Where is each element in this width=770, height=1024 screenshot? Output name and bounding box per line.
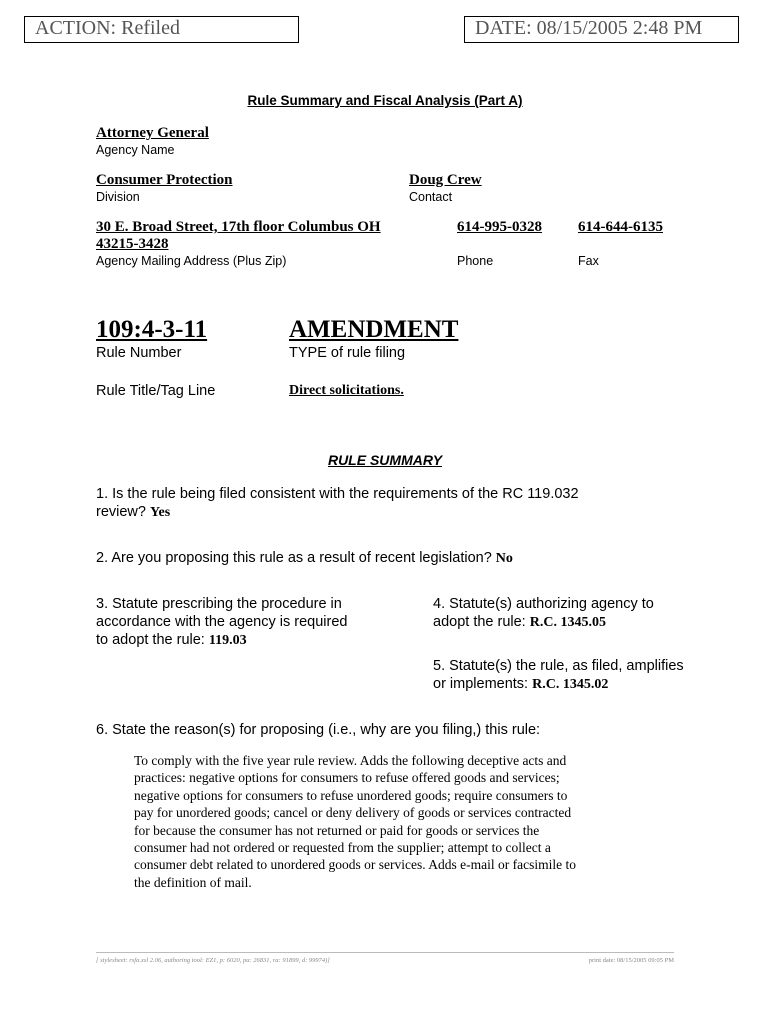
filing-type-value: AMENDMENT: [289, 316, 459, 343]
question-4: [433, 595, 743, 632]
question-2-text: 2. Are you proposing this rule as a result of recent legislation?: [96, 550, 492, 566]
phone-label: Phone: [457, 254, 494, 268]
page-title: Rule Summary and Fiscal Analysis (Part A): [247, 93, 523, 108]
question-1: [96, 485, 696, 522]
question-3-answer: 119.03: [208, 633, 247, 648]
question-3-line2: accordance with the agency is required: [96, 614, 348, 630]
question-4-line2: adopt the rule:: [433, 614, 526, 630]
question-5-line2: or implements:: [433, 676, 529, 692]
address-line1: 30 E. Broad Street, 17th floor Columbus OH: [96, 219, 381, 235]
question-3: [96, 595, 406, 650]
phone-value: 614-995-0328: [457, 219, 542, 235]
rule-number-label: Rule Number: [96, 345, 182, 361]
question-5: [433, 657, 753, 694]
question-5-answer: R.C. 1345.02: [532, 677, 609, 692]
answer-line: To comply with the five year rule review. Adds the following deceptive acts and: [134, 753, 567, 768]
fax-value: 614-644-6135: [578, 219, 663, 235]
answer-line: negative options for consumers to refuse unordered goods; require consumers to: [134, 787, 568, 803]
agency-name-value: Attorney General: [96, 125, 209, 141]
answer-line: consumer debt related to unordered goods or services. Adds e-mail or facsimile to: [134, 857, 576, 873]
question-5-line1: 5. Statute(s) the rule, as filed, amplifies: [433, 658, 684, 674]
address-label: Agency Mailing Address (Plus Zip): [96, 254, 287, 268]
division-label: Division: [96, 190, 140, 204]
contact-value: Doug Crew: [409, 172, 482, 188]
rule-summary-heading: RULE SUMMARY: [327, 452, 443, 468]
question-6-answer: [134, 752, 734, 891]
question-3-line3: to adopt the rule:: [96, 632, 205, 648]
question-4-answer: R.C. 1345.05: [529, 615, 606, 630]
date-text: DATE: 08/15/2005 2:48 PM: [475, 17, 703, 39]
question-4-line1: 4. Statute(s) authorizing agency to: [433, 596, 654, 612]
division-value: Consumer Protection: [96, 172, 233, 188]
footer-left: [ stylesheet: rsfa.xsl 2.06, authoring tool: EZ1, p: 6020, pa: 26831, ra: 91899, d: 99974)]: [96, 957, 330, 964]
answer-line: pay for unordered goods; cancel or deny delivery of goods or services contracted: [134, 805, 572, 821]
answer-line: the definition of mail.: [134, 874, 252, 890]
address-line2: 43215-3428: [96, 236, 169, 252]
action-text: ACTION: Refiled: [35, 17, 180, 39]
rule-number-value: 109:4-3-11: [96, 316, 208, 343]
question-2-answer: No: [495, 551, 513, 566]
fax-label: Fax: [578, 254, 599, 268]
action-box: [24, 16, 299, 43]
footer-right: print date: 08/15/2005 09:05 PM: [588, 957, 674, 964]
answer-line: for because the consumer has not returned or paid for goods or services the: [134, 822, 540, 838]
agency-name-label: Agency Name: [96, 143, 175, 157]
filing-type-label: TYPE of rule filing: [289, 345, 406, 361]
question-1-answer: Yes: [150, 505, 171, 520]
rule-title-value: Direct solicitations.: [289, 383, 404, 398]
question-1-line2: review?: [96, 504, 146, 520]
footer-divider: [96, 952, 674, 953]
rule-title-label: Rule Title/Tag Line: [96, 383, 216, 399]
question-1-line1: 1. Is the rule being filed consistent with the requirements of the RC 119.032: [96, 486, 579, 502]
contact-label: Contact: [409, 190, 453, 204]
question-6-text: 6. State the reason(s) for proposing (i.e., why are you filing,) this rule:: [96, 722, 541, 738]
answer-line: practices: negative options for consumers to refuse offered goods and services;: [134, 770, 560, 786]
date-box: [464, 16, 739, 43]
answer-line: consumer had not ordered or requested from the supplier; attempt to collect a: [134, 840, 551, 856]
question-2: [96, 549, 696, 568]
question-3-line1: 3. Statute prescribing the procedure in: [96, 596, 342, 612]
